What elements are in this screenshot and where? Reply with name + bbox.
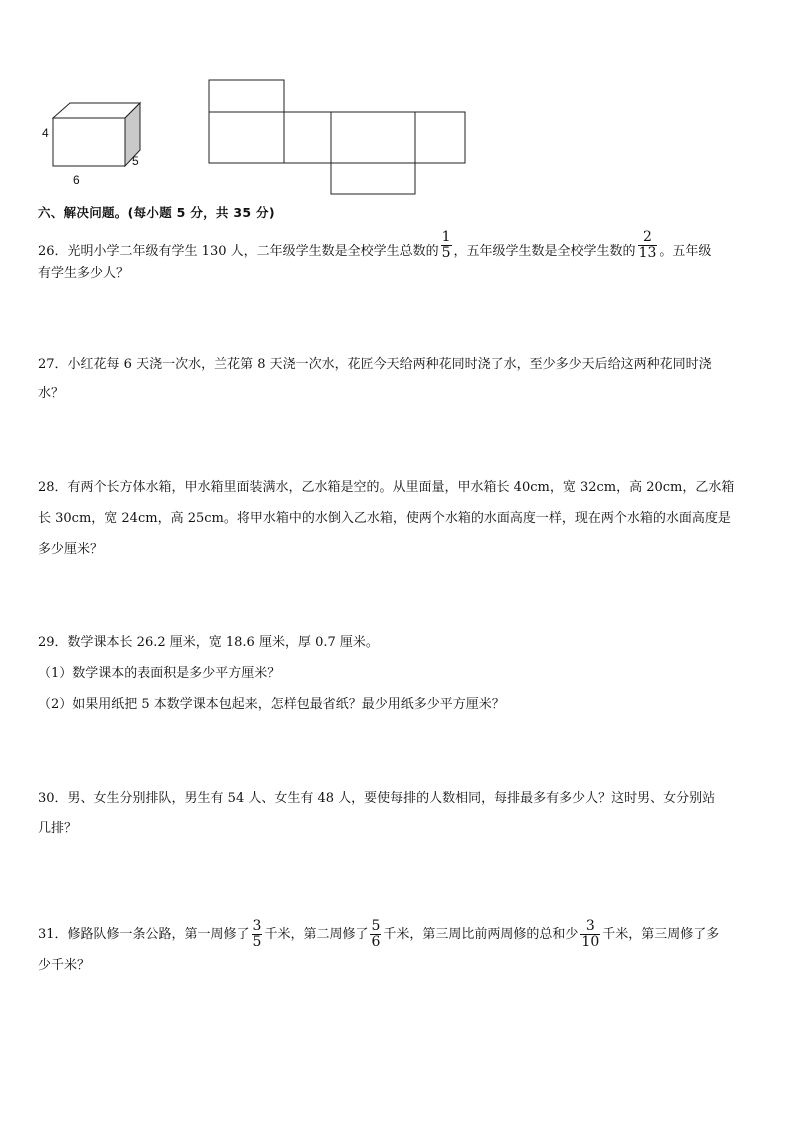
question-26 (38, 229, 758, 267)
q31-fraction-3-numerator: 3 (585, 918, 595, 934)
question-27: 27．小红花每 6 天浇一次水，兰花第 8 天浇一次水，花匠今天给两种花同时浇了水，至少多少天后给这两种花同时浇 (38, 357, 712, 372)
q26-text-3: 。五年级 (659, 244, 712, 259)
cuboid-depth-label: 5 (132, 154, 139, 168)
question-28-line-2: 长 30cm，宽 24cm，高 25cm。将甲水箱中的水倒入乙水箱，使两个水箱的水面高度一样，现在两个水箱的水面高度是 (38, 511, 731, 526)
q31-fraction-1-denominator: 5 (252, 934, 262, 950)
q31-fraction-1-numerator: 3 (252, 918, 262, 934)
q31-text-1: 31．修路队修一条公路，第一周修了 (38, 927, 250, 942)
question-31 (38, 919, 758, 950)
question-29: 29．数学课本长 26.2 厘米，宽 18.6 厘米，厚 0.7 厘米。 (38, 635, 379, 650)
question-31-line-2: 少千米？ (38, 958, 91, 973)
q26-fraction-2 (638, 230, 658, 261)
cuboid-length-label: 6 (73, 173, 80, 187)
q31-fraction-2-numerator: 5 (371, 918, 381, 934)
q31-fraction-1 (252, 919, 263, 950)
section-title: 六、解决问题。(每小题 5 分，共 35 分) (38, 205, 275, 220)
q26-fraction-1-denominator: 5 (441, 245, 451, 261)
question-29-sub-2: （2）如果用纸把 5 本数学课本包起来，怎样包最省纸？最少用纸多少平方厘米？ (38, 697, 505, 712)
cuboid-height-label: 4 (42, 126, 49, 140)
q31-fraction-2 (370, 919, 381, 950)
q26-fraction-2-numerator: 2 (643, 229, 652, 245)
q26-text-2: ，五年级学生数是全校学生数的 (453, 244, 636, 259)
q26-fraction-1-numerator: 1 (441, 229, 451, 245)
question-29-sub-1: （1）数学课本的表面积是多少平方厘米？ (38, 666, 281, 681)
q31-fraction-3-denominator: 10 (581, 934, 600, 950)
question-28: 28．有两个长方体水箱，甲水箱里面装满水，乙水箱是空的。从里面量，甲水箱长 40cm，宽 32cm，高 20cm，乙水箱 (38, 480, 735, 495)
q31-fraction-3 (580, 919, 600, 950)
q26-text-1: 26．光明小学二年级有学生 130 人，二年级学生数是全校学生总数的 (38, 244, 439, 259)
q31-text-3: 千米，第三周比前两周修的总和少 (383, 927, 579, 942)
question-27-line-2: 水？ (38, 386, 65, 401)
q26-fraction-1 (441, 230, 452, 261)
question-26-line-2: 有学生多少人？ (38, 266, 130, 281)
cuboid-net-figure (205, 76, 470, 198)
q31-text-2: 千米，第二周修了 (264, 927, 369, 942)
q26-fraction-2-denominator: 13 (638, 245, 657, 261)
q31-text-4: 千米，第三周修了多 (602, 927, 720, 942)
q31-fraction-2-denominator: 6 (371, 934, 381, 950)
question-30-line-2: 几排？ (38, 821, 78, 836)
question-28-line-3: 多少厘米？ (38, 542, 104, 557)
question-30: 30．男、女生分别排队，男生有 54 人、女生有 48 人，要使每排的人数相同，每排最多有多少人？这时男、女分别站 (38, 791, 716, 806)
